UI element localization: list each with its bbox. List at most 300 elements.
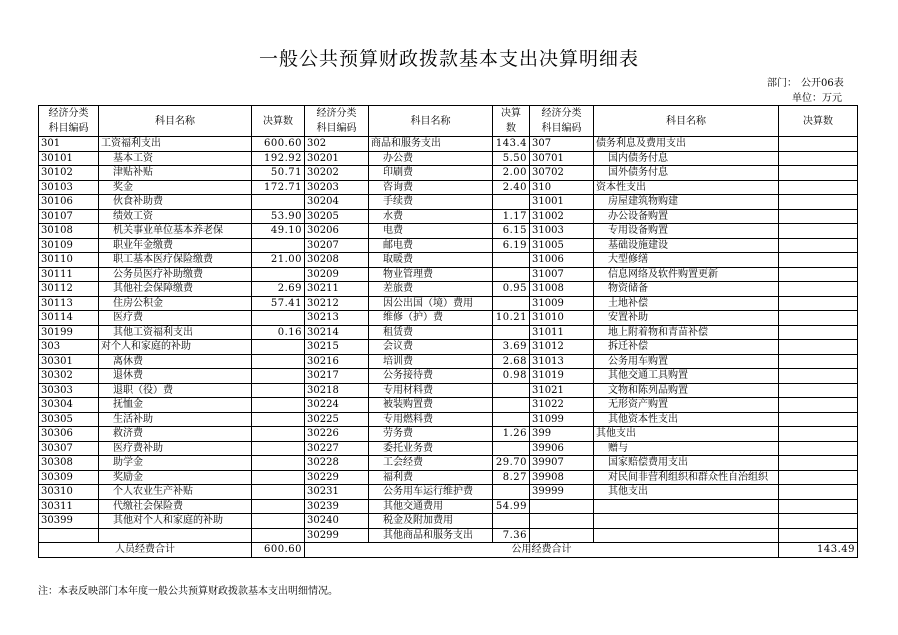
cell-code: 31007	[530, 267, 594, 282]
cell-code	[530, 499, 594, 514]
cell-amount	[252, 195, 305, 210]
cell-name: 救济费	[99, 427, 252, 442]
cell-code: 30215	[305, 340, 369, 355]
cell-code: 31001	[530, 195, 594, 210]
cell-code: 30199	[39, 325, 99, 340]
public-total-label: 公用经费合计	[305, 543, 779, 558]
cell-name: 其他支出	[594, 485, 779, 500]
unit-label: 单位：万元	[792, 93, 842, 104]
cell-amount: 8.27	[493, 470, 530, 485]
cell-code: 30114	[39, 311, 99, 326]
cell-code	[530, 528, 594, 543]
cell-amount	[779, 470, 858, 485]
cell-amount: 600.60	[252, 137, 305, 152]
table-row	[39, 514, 858, 529]
cell-name: 租赁费	[369, 325, 493, 340]
column-header	[779, 106, 858, 137]
table-row	[39, 282, 858, 297]
table-row	[39, 528, 858, 543]
cell-amount: 53.90	[252, 209, 305, 224]
cell-code: 307	[530, 137, 594, 152]
table-row	[39, 166, 858, 181]
cell-name: 因公出国（境）费用	[369, 296, 493, 311]
table-row	[39, 470, 858, 485]
cell-name: 会议费	[369, 340, 493, 355]
cell-name: 职工基本医疗保险缴费	[99, 253, 252, 268]
column-header-line: 科目名称	[155, 115, 195, 127]
cell-code: 30205	[305, 209, 369, 224]
cell-name: 商品和服务支出	[369, 137, 493, 152]
cell-code: 30112	[39, 282, 99, 297]
cell-code: 30106	[39, 195, 99, 210]
cell-name: 文物和陈列品购置	[594, 383, 779, 398]
table-row	[39, 456, 858, 471]
cell-amount	[779, 311, 858, 326]
cell-amount	[779, 369, 858, 384]
cell-amount	[779, 296, 858, 311]
cell-amount	[779, 325, 858, 340]
column-header	[99, 106, 252, 137]
table-row	[39, 253, 858, 268]
cell-name: 退职（役）费	[99, 383, 252, 398]
cell-name: 水费	[369, 209, 493, 224]
cell-code: 30214	[305, 325, 369, 340]
column-header-line: 决算数	[263, 115, 293, 127]
cell-name: 专用设备购置	[594, 224, 779, 239]
cell-amount: 1.26	[493, 427, 530, 442]
cell-name: 物资储备	[594, 282, 779, 297]
cell-name: 其他交通费用	[369, 499, 493, 514]
cell-amount	[779, 514, 858, 529]
cell-amount	[493, 398, 530, 413]
cell-name: 资本性支出	[594, 180, 779, 195]
cell-amount	[779, 456, 858, 471]
cell-name: 债务利息及费用支出	[594, 137, 779, 152]
cell-name: 福利费	[369, 470, 493, 485]
cell-code: 30399	[39, 514, 99, 529]
cell-amount	[493, 441, 530, 456]
cell-name: 差旅费	[369, 282, 493, 297]
cell-amount	[252, 311, 305, 326]
cell-amount	[779, 180, 858, 195]
cell-amount	[779, 499, 858, 514]
cell-code: 30217	[305, 369, 369, 384]
cell-code: 30201	[305, 151, 369, 166]
page-title: 一般公共预算财政拨款基本支出决算明细表	[258, 48, 639, 70]
cell-amount: 6.15	[493, 224, 530, 239]
table-row	[39, 499, 858, 514]
cell-amount: 2.68	[493, 354, 530, 369]
cell-name: 其他资本性支出	[594, 412, 779, 427]
table-row	[39, 369, 858, 384]
cell-amount: 7.36	[493, 528, 530, 543]
table-row	[39, 398, 858, 413]
cell-name: 生活补助	[99, 412, 252, 427]
cell-code: 31006	[530, 253, 594, 268]
cell-code: 303	[39, 340, 99, 355]
cell-code: 30309	[39, 470, 99, 485]
cell-amount	[779, 383, 858, 398]
table-row	[39, 383, 858, 398]
cell-name: 公务用车运行维护费	[369, 485, 493, 500]
cell-name	[594, 528, 779, 543]
cell-code: 30216	[305, 354, 369, 369]
column-header-line: 经济分类	[541, 108, 582, 119]
cell-code: 39908	[530, 470, 594, 485]
cell-name: 住房公积金	[99, 296, 252, 311]
column-header	[493, 106, 530, 137]
cell-amount	[779, 528, 858, 543]
cell-code: 30206	[305, 224, 369, 239]
table-row	[39, 325, 858, 340]
cell-code: 30299	[305, 528, 369, 543]
cell-name: 奖金	[99, 180, 252, 195]
column-header	[369, 106, 493, 137]
cell-amount: 2.40	[493, 180, 530, 195]
cell-name: 无形资产购置	[594, 398, 779, 413]
personnel-total-value: 600.60	[252, 543, 305, 558]
cell-amount	[779, 412, 858, 427]
cell-amount	[779, 398, 858, 413]
cell-name: 对民间非营利组织和群众性自治组织	[594, 470, 779, 485]
cell-name: 离休费	[99, 354, 252, 369]
cell-name: 劳务费	[369, 427, 493, 442]
cell-name: 绩效工资	[99, 209, 252, 224]
cell-amount	[493, 296, 530, 311]
table-row	[39, 427, 858, 442]
cell-amount: 172.71	[252, 180, 305, 195]
cell-code: 31099	[530, 412, 594, 427]
cell-code: 30310	[39, 485, 99, 500]
table-row	[39, 209, 858, 224]
table-row	[39, 180, 858, 195]
cell-name: 赠与	[594, 441, 779, 456]
table-row	[39, 296, 858, 311]
cell-amount: 1.17	[493, 209, 530, 224]
cell-code: 310	[530, 180, 594, 195]
cell-name: 专用材料费	[369, 383, 493, 398]
cell-code: 31022	[530, 398, 594, 413]
cell-code: 30304	[39, 398, 99, 413]
column-header	[39, 106, 99, 137]
cell-code: 30305	[39, 412, 99, 427]
cell-name: 办公设备购置	[594, 209, 779, 224]
cell-amount	[779, 166, 858, 181]
cell-name: 培训费	[369, 354, 493, 369]
cell-name: 津贴补贴	[99, 166, 252, 181]
table-row	[39, 311, 858, 326]
cell-name: 维修（护）费	[369, 311, 493, 326]
cell-amount: 5.50	[493, 151, 530, 166]
cell-code: 30308	[39, 456, 99, 471]
cell-code: 30208	[305, 253, 369, 268]
cell-amount	[779, 340, 858, 355]
cell-amount	[779, 151, 858, 166]
cell-code: 30109	[39, 238, 99, 253]
cell-code: 31021	[530, 383, 594, 398]
cell-amount: 3.69	[493, 340, 530, 355]
cell-name: 手续费	[369, 195, 493, 210]
cell-amount: 0.98	[493, 369, 530, 384]
cell-code: 30203	[305, 180, 369, 195]
cell-amount	[779, 224, 858, 239]
cell-amount: 29.70	[493, 456, 530, 471]
cell-code: 31003	[530, 224, 594, 239]
cell-name: 委托业务费	[369, 441, 493, 456]
cell-code: 30224	[305, 398, 369, 413]
totals-row	[39, 543, 858, 558]
cell-name: 国家赔偿费用支出	[594, 456, 779, 471]
form-code: 公开06表	[801, 78, 844, 89]
cell-name	[594, 514, 779, 529]
cell-amount	[252, 354, 305, 369]
cell-name: 安置补助	[594, 311, 779, 326]
table-row	[39, 340, 858, 355]
cell-code: 30231	[305, 485, 369, 500]
cell-name: 房屋建筑物购建	[594, 195, 779, 210]
cell-code: 31019	[530, 369, 594, 384]
cell-code: 30108	[39, 224, 99, 239]
cell-amount: 0.95	[493, 282, 530, 297]
table-row	[39, 224, 858, 239]
cell-name: 代缴社会保险费	[99, 499, 252, 514]
cell-name: 其他支出	[594, 427, 779, 442]
cell-name: 办公费	[369, 151, 493, 166]
cell-code: 31009	[530, 296, 594, 311]
cell-amount	[252, 369, 305, 384]
cell-amount: 54.99	[493, 499, 530, 514]
cell-code: 31012	[530, 340, 594, 355]
cell-amount	[493, 412, 530, 427]
cell-name: 助学金	[99, 456, 252, 471]
cell-amount	[252, 470, 305, 485]
cell-amount	[779, 253, 858, 268]
cell-name: 其他交通工具购置	[594, 369, 779, 384]
cell-code: 30113	[39, 296, 99, 311]
cell-amount	[779, 267, 858, 282]
cell-name: 被装购置费	[369, 398, 493, 413]
cell-code: 30301	[39, 354, 99, 369]
cell-code: 30225	[305, 412, 369, 427]
personnel-total-label: 人员经费合计	[39, 543, 252, 558]
cell-amount: 6.19	[493, 238, 530, 253]
cell-name: 咨询费	[369, 180, 493, 195]
footnote: 注：本表反映部门本年度一般公共预算财政拨款基本支出明细情况。	[38, 586, 338, 597]
cell-code: 30101	[39, 151, 99, 166]
cell-code: 30240	[305, 514, 369, 529]
cell-name: 机关事业单位基本养老保	[99, 224, 252, 239]
column-header-line: 科目编码	[316, 123, 357, 134]
cell-name: 电费	[369, 224, 493, 239]
cell-code: 31011	[530, 325, 594, 340]
cell-amount	[252, 485, 305, 500]
cell-amount	[252, 398, 305, 413]
cell-name: 地上附着物和青苗补偿	[594, 325, 779, 340]
table-row	[39, 238, 858, 253]
table-row	[39, 151, 858, 166]
cell-name: 印刷费	[369, 166, 493, 181]
cell-name: 大型修缮	[594, 253, 779, 268]
cell-amount: 50.71	[252, 166, 305, 181]
column-header-line: 经济分类	[48, 108, 89, 119]
cell-code: 30302	[39, 369, 99, 384]
cell-amount	[252, 499, 305, 514]
column-header-line: 决算	[501, 108, 521, 119]
cell-name: 税金及附加费用	[369, 514, 493, 529]
cell-code: 30207	[305, 238, 369, 253]
column-header-line: 数	[506, 123, 516, 134]
cell-amount	[493, 383, 530, 398]
cell-name: 退休费	[99, 369, 252, 384]
cell-amount: 57.41	[252, 296, 305, 311]
cell-code: 30226	[305, 427, 369, 442]
cell-code	[39, 528, 99, 543]
cell-amount: 2.69	[252, 282, 305, 297]
cell-code: 30701	[530, 151, 594, 166]
column-header	[530, 106, 594, 137]
cell-amount	[493, 253, 530, 268]
cell-name: 工会经费	[369, 456, 493, 471]
cell-amount	[252, 412, 305, 427]
table-row	[39, 441, 858, 456]
cell-name: 个人农业生产补贴	[99, 485, 252, 500]
cell-name: 取暖费	[369, 253, 493, 268]
cell-amount: 49.10	[252, 224, 305, 239]
cell-amount	[779, 209, 858, 224]
cell-name: 奖励金	[99, 470, 252, 485]
public-total-value: 143.49	[779, 543, 858, 558]
cell-code: 30239	[305, 499, 369, 514]
cell-name: 抚恤金	[99, 398, 252, 413]
cell-amount	[779, 195, 858, 210]
cell-amount	[252, 427, 305, 442]
cell-code: 31008	[530, 282, 594, 297]
cell-name: 其他工资福利支出	[99, 325, 252, 340]
cell-name: 专用燃料费	[369, 412, 493, 427]
header-row	[39, 106, 858, 137]
column-header	[252, 106, 305, 137]
cell-code: 30227	[305, 441, 369, 456]
column-header-line: 科目编码	[48, 123, 89, 134]
cell-code: 31005	[530, 238, 594, 253]
table-row	[39, 267, 858, 282]
cell-name: 对个人和家庭的补助	[99, 340, 252, 355]
cell-amount	[493, 485, 530, 500]
cell-code: 30303	[39, 383, 99, 398]
column-header	[594, 106, 779, 137]
cell-name: 国内债务付息	[594, 151, 779, 166]
table-row	[39, 485, 858, 500]
cell-amount	[252, 383, 305, 398]
cell-amount: 192.92	[252, 151, 305, 166]
cell-amount	[779, 282, 858, 297]
cell-amount	[779, 137, 858, 152]
cell-code: 30307	[39, 441, 99, 456]
cell-name: 拆迁补偿	[594, 340, 779, 355]
cell-code: 30209	[305, 267, 369, 282]
cell-code: 30212	[305, 296, 369, 311]
cell-code: 30110	[39, 253, 99, 268]
cell-amount	[252, 528, 305, 543]
cell-code: 31013	[530, 354, 594, 369]
cell-name: 公务员医疗补助缴费	[99, 267, 252, 282]
column-header-line: 经济分类	[316, 108, 357, 119]
cell-code: 30107	[39, 209, 99, 224]
cell-amount	[252, 514, 305, 529]
cell-code: 30306	[39, 427, 99, 442]
cell-amount	[493, 514, 530, 529]
cell-name: 物业管理费	[369, 267, 493, 282]
cell-amount	[493, 267, 530, 282]
cell-code: 30202	[305, 166, 369, 181]
cell-amount	[252, 340, 305, 355]
cell-code: 30103	[39, 180, 99, 195]
cell-code: 30211	[305, 282, 369, 297]
cell-amount	[493, 195, 530, 210]
cell-amount: 2.00	[493, 166, 530, 181]
column-header-line: 决算数	[803, 115, 833, 127]
cell-code	[530, 514, 594, 529]
cell-amount	[252, 267, 305, 282]
cell-code: 30311	[39, 499, 99, 514]
cell-name: 其他商品和服务支出	[369, 528, 493, 543]
column-header-line: 科目名称	[410, 115, 451, 127]
cell-code: 30204	[305, 195, 369, 210]
cell-code: 39999	[530, 485, 594, 500]
cell-code: 30702	[530, 166, 594, 181]
cell-amount	[493, 325, 530, 340]
cell-amount	[779, 354, 858, 369]
cell-code: 399	[530, 427, 594, 442]
cell-name: 公务接待费	[369, 369, 493, 384]
column-header	[305, 106, 369, 137]
cell-amount	[252, 238, 305, 253]
column-header-line: 科目名称	[666, 115, 706, 127]
cell-name: 公务用车购置	[594, 354, 779, 369]
cell-name: 土地补偿	[594, 296, 779, 311]
cell-amount	[779, 441, 858, 456]
cell-code: 39906	[530, 441, 594, 456]
cell-amount	[779, 238, 858, 253]
cell-name: 医疗费	[99, 311, 252, 326]
cell-code: 39907	[530, 456, 594, 471]
cell-name: 工资福利支出	[99, 137, 252, 152]
cell-code: 30218	[305, 383, 369, 398]
cell-name: 职业年金缴费	[99, 238, 252, 253]
cell-name	[594, 499, 779, 514]
cell-amount	[779, 427, 858, 442]
cell-code: 30111	[39, 267, 99, 282]
cell-name: 其他社会保障缴费	[99, 282, 252, 297]
cell-name: 邮电费	[369, 238, 493, 253]
cell-name: 医疗费补助	[99, 441, 252, 456]
cell-amount: 143.4	[493, 137, 530, 152]
cell-amount	[252, 456, 305, 471]
expenditure-table	[38, 105, 858, 558]
cell-amount: 10.21	[493, 311, 530, 326]
column-header-line: 科目编码	[541, 123, 582, 134]
cell-amount: 0.16	[252, 325, 305, 340]
cell-name: 基础设施建设	[594, 238, 779, 253]
cell-code: 30229	[305, 470, 369, 485]
cell-name: 基本工资	[99, 151, 252, 166]
cell-code: 30228	[305, 456, 369, 471]
cell-code: 30102	[39, 166, 99, 181]
cell-name: 伙食补助费	[99, 195, 252, 210]
cell-code: 302	[305, 137, 369, 152]
cell-amount	[779, 485, 858, 500]
cell-code: 31002	[530, 209, 594, 224]
